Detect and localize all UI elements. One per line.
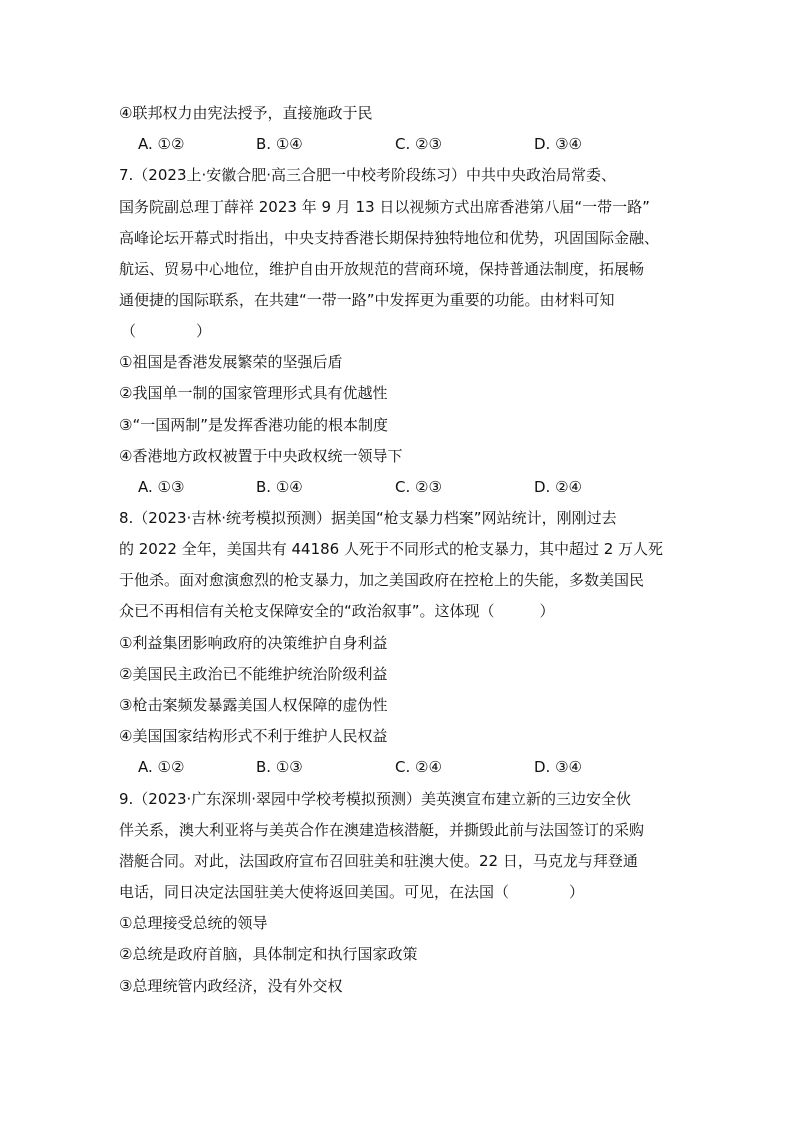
q8-statement-4: ④美国国家结构形式不利于维护人民权益 <box>119 727 388 745</box>
q8-stem-line-4: 众已不再相信有关枪支保障安全的“政治叙事”。这体现（ ） <box>119 602 555 620</box>
q7-option-a: A. ①③ <box>138 478 185 496</box>
q8-statement-1: ①利益集团影响政府的决策维护自身利益 <box>119 634 388 652</box>
q7-statement-2: ②我国单一制的国家管理形式具有优越性 <box>119 384 388 402</box>
q7-stem-line-1: 7.（2023上·安徽合肥·高三合肥一中校考阶段练习）中共中央政治局常委、 <box>119 166 617 184</box>
q8-option-b: B. ①③ <box>256 758 303 776</box>
q7-option-b: B. ①④ <box>256 478 303 496</box>
q7-statement-4: ④香港地方政权被置于中央政权统一领导下 <box>119 447 403 465</box>
q6-option-c: C. ②③ <box>395 135 442 153</box>
q8-stem-line-1: 8.（2023·吉林·统考模拟预测）据美国“枪支暴力档案”网站统计，刚刚过去 <box>119 509 617 527</box>
q8-option-d: D. ③④ <box>534 758 582 776</box>
q7-stem-line-4: 航运、贸易中心地位，维护自由开放规范的营商环境，保持普通法制度，拓展畅 <box>119 260 645 278</box>
q7-stem-line-2: 国务院副总理丁薛祥 2023 年 9 月 13 日以视频方式出席香港第八届“一带一路” <box>119 198 650 216</box>
q8-statement-2: ②美国民主政治已不能维护统治阶级利益 <box>119 665 388 683</box>
q9-stem-line-3: 潜艇合同。对此，法国政府宣布召回驻美和驻澳大使。22 日，马克龙与拜登通 <box>119 852 638 870</box>
q6-option-d: D. ③④ <box>534 135 582 153</box>
q9-stem-line-2: 伴关系，澳大利亚将与美英合作在澳建造核潜艇，并撕毁此前与法国签订的采购 <box>119 821 645 839</box>
q7-statement-3: ③“一国两制”是发挥香港功能的根本制度 <box>119 416 388 434</box>
q9-statement-1: ①总理接受总统的领导 <box>119 914 268 932</box>
q8-stem-line-2: 的 2022 全年，美国共有 44186 人死于不同形式的枪支暴力，其中超过 2 万人死 <box>119 540 664 558</box>
q9-statement-3: ③总理统管内政经济，没有外交权 <box>119 977 343 995</box>
q8-options <box>138 757 658 777</box>
q9-stem-line-1: 9.（2023·广东深圳·翠园中学校考模拟预测）美英澳宣布建立新的三边安全伙 <box>119 790 632 808</box>
q8-statement-3: ③枪击案频发暴露美国人权保障的虚伪性 <box>119 696 388 714</box>
q6-options <box>138 134 658 154</box>
q7-option-d: D. ②④ <box>534 478 582 496</box>
q8-option-a: A. ①② <box>138 758 185 776</box>
q7-option-c: C. ②③ <box>395 478 442 496</box>
q7-options <box>138 477 658 497</box>
q8-stem-line-3: 于他杀。面对愈演愈烈的枪支暴力，加之美国政府在控枪上的失能，多数美国民 <box>119 571 645 589</box>
q6-statement-4: ④联邦权力由宪法授予，直接施政于民 <box>119 104 373 122</box>
q6-option-a: A. ①② <box>138 135 185 153</box>
q7-answer-blank: （ ） <box>121 322 212 340</box>
q6-option-b: B. ①④ <box>256 135 303 153</box>
q8-option-c: C. ②④ <box>395 758 442 776</box>
q9-stem-line-4: 电话，同日决定法国驻美大使将返回美国。可见，在法国（ ） <box>119 883 585 901</box>
q7-statement-1: ①祖国是香港发展繁荣的坚强后盾 <box>119 353 343 371</box>
q7-stem-line-5: 通便捷的国际联系，在共建“一带一路”中发挥更为重要的功能。由材料可知 <box>119 291 615 309</box>
q7-stem-line-3: 高峰论坛开幕式时指出，中央支持香港长期保持独特地位和优势，巩固国际金融、 <box>119 229 660 247</box>
q9-statement-2: ②总统是政府首脑，具体制定和执行国家政策 <box>119 945 418 963</box>
